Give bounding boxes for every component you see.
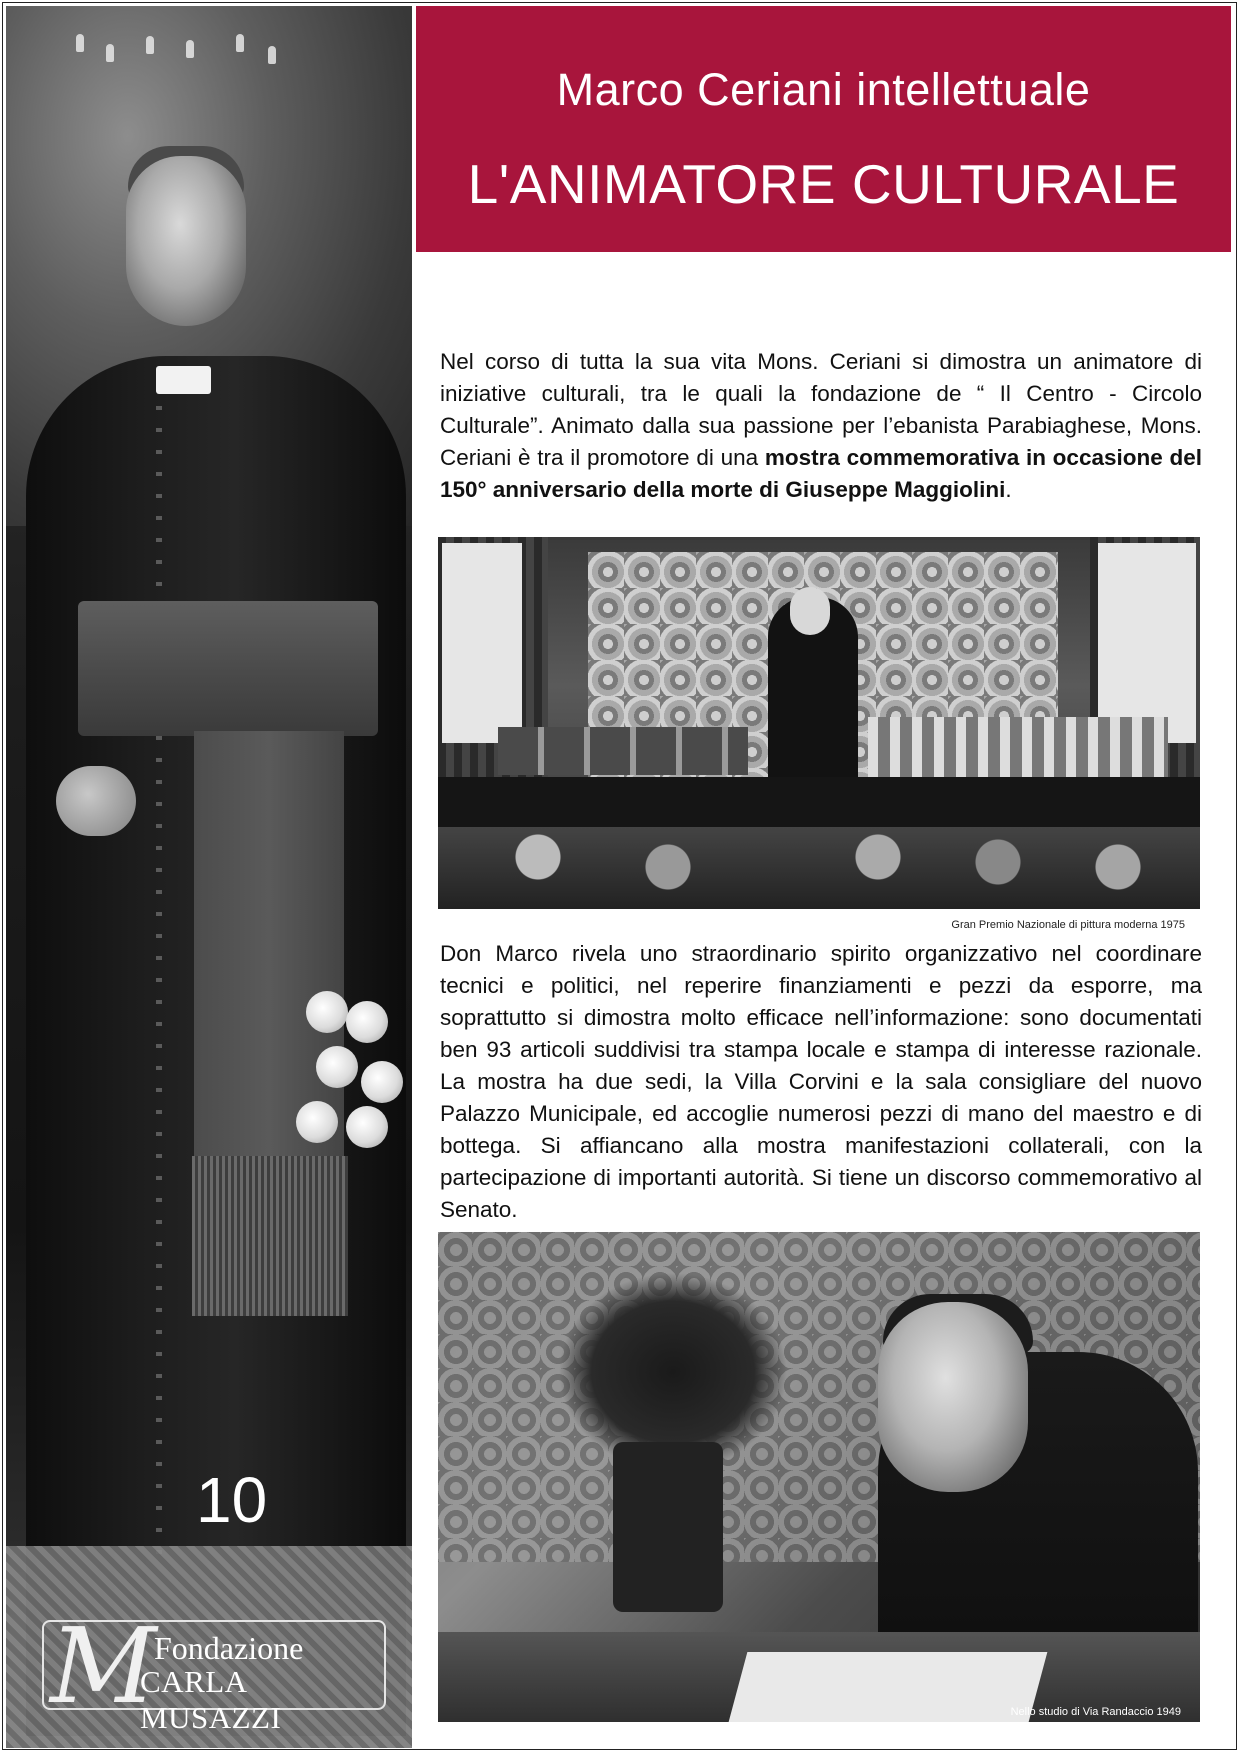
portrait-head xyxy=(126,156,246,326)
award-plaques xyxy=(498,727,748,775)
chandelier-candle xyxy=(268,46,276,64)
logo-line-2: CARLA MUSAZZI xyxy=(140,1664,282,1735)
chandelier-candle xyxy=(76,34,84,52)
speaker-head xyxy=(790,587,830,635)
clerical-collar xyxy=(156,366,211,394)
intro-end: . xyxy=(1005,477,1012,502)
chandelier-candle xyxy=(106,44,114,62)
photo-caption-ceremony: Gran Premio Nazionale di pittura moderna 1975 xyxy=(951,919,1185,931)
body-paragraph: Don Marco rivela uno straordinario spirito organizzativo nel coordinare tecnici e politici, nel reperire finanziamenti e pezzi da esporre, ma soprattutto si dimostra molto efficace nell’informazione: sono documentati ben 93 articoli suddivisi tra stampa locale e stampa di interesse razionale. La mostra ha due sedi, la Villa Corvini e la sala consigliare del nuovo Palazzo Municipale, ed accoglie numerosi pezzi di mano del maestro e di bottega. Si affiancano alla mostra manifestazioni collaterali, con la partecipazione di importanti autorità. Si tiene un discorso commemorativo al Senato. xyxy=(440,941,1202,1222)
chandelier-candle xyxy=(146,36,154,54)
chandelier-candle xyxy=(186,40,194,58)
header-band xyxy=(416,6,1231,252)
cassock-buttons xyxy=(156,406,162,1556)
priest-head xyxy=(878,1302,1028,1492)
logo-line-1: Fondazione xyxy=(154,1630,304,1666)
chandelier-candle xyxy=(236,34,244,52)
study-photo xyxy=(438,1232,1200,1722)
page-number: 10 xyxy=(196,1464,268,1536)
photo-caption-study: Nello studio di Via Randaccio 1949 xyxy=(1010,1706,1181,1718)
writing-paper xyxy=(729,1652,1048,1722)
trophies xyxy=(868,717,1168,777)
page-title: L'ANIMATORE CULTURALE xyxy=(467,153,1180,215)
award-ceremony-photo xyxy=(438,537,1200,909)
foundation-logo xyxy=(42,1605,386,1735)
intro-paragraph xyxy=(440,346,1202,506)
poster-left xyxy=(442,543,522,743)
intro-text: Nel corso di tutta la sua vita Mons. Ceriani si dimostra un animatore di iniziative culturali, tra le quali la fondazione de “ Il Centro - Circolo Culturale”. Animato dalla sua passione per l’ebanista Parabiaghese, Mons. Ceriani è tra il promotore di una xyxy=(440,349,1202,470)
plant-vase xyxy=(613,1442,723,1612)
poster-right xyxy=(1098,543,1196,743)
portrait-hand xyxy=(56,766,136,836)
header-subtitle: Marco Ceriani intellettuale xyxy=(556,64,1091,115)
flower-bouquet xyxy=(306,991,412,1151)
sash xyxy=(78,601,378,736)
intro-bold-text: mostra commemorativa in occasione del 150° anniversario della morte di Giuseppe Maggiolini xyxy=(440,445,1202,502)
sash-fringe xyxy=(192,1156,348,1316)
audience xyxy=(438,827,1200,909)
logo-monogram: M xyxy=(50,1605,157,1727)
